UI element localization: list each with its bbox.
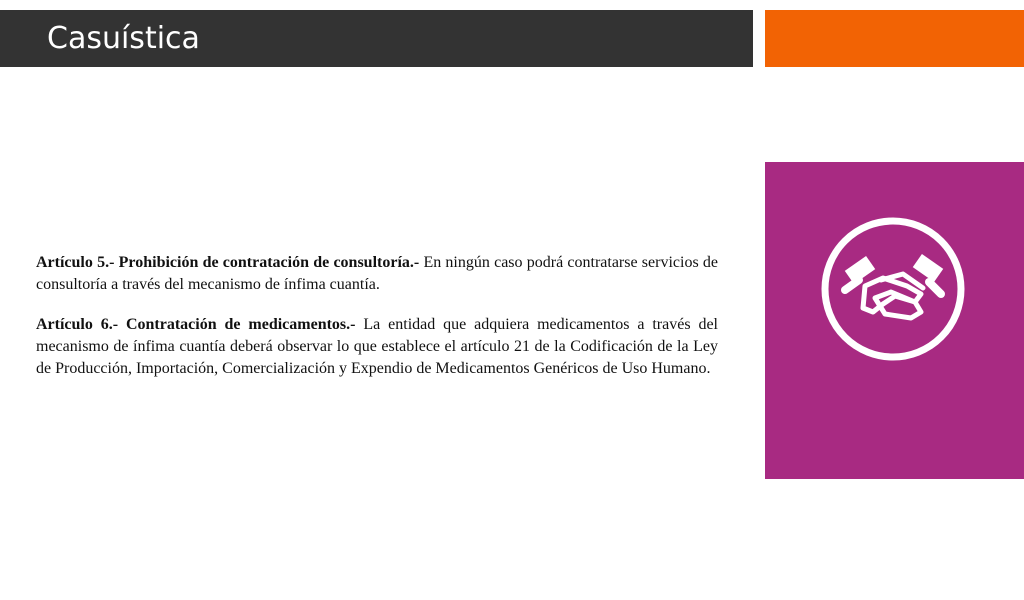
article-5-body: En ningún caso podrá contratarse servicios de consultoría a través del mecanismo de ínfima cuantía. xyxy=(36,254,718,293)
article-5 xyxy=(36,252,718,296)
title-bar xyxy=(0,10,753,67)
contratacion-directa-badge xyxy=(765,162,1024,600)
slide-title: Casuística xyxy=(47,21,200,56)
article-block xyxy=(36,252,718,398)
article-6-body: La entidad que adquiera medicamentos a través del mecanismo de ínfima cuantía deberá observar lo que establece el artículo 21 de la Codificación de la Ley de Producción, Importación, Comercialización y Expendio de Medicamentos Genéricos de Uso Humano. xyxy=(36,316,718,377)
article-6-heading: Artículo 6.- Contratación de medicamentos.- xyxy=(36,316,356,333)
article-6 xyxy=(36,314,718,380)
accent-bar xyxy=(765,10,1024,67)
badge-label: CONTRATACIÓN DIRECTA xyxy=(788,542,1001,600)
handshake-icon xyxy=(765,162,1024,479)
article-5-heading: Artículo 5.- Prohibición de contratación de consultoría.- xyxy=(36,254,420,271)
